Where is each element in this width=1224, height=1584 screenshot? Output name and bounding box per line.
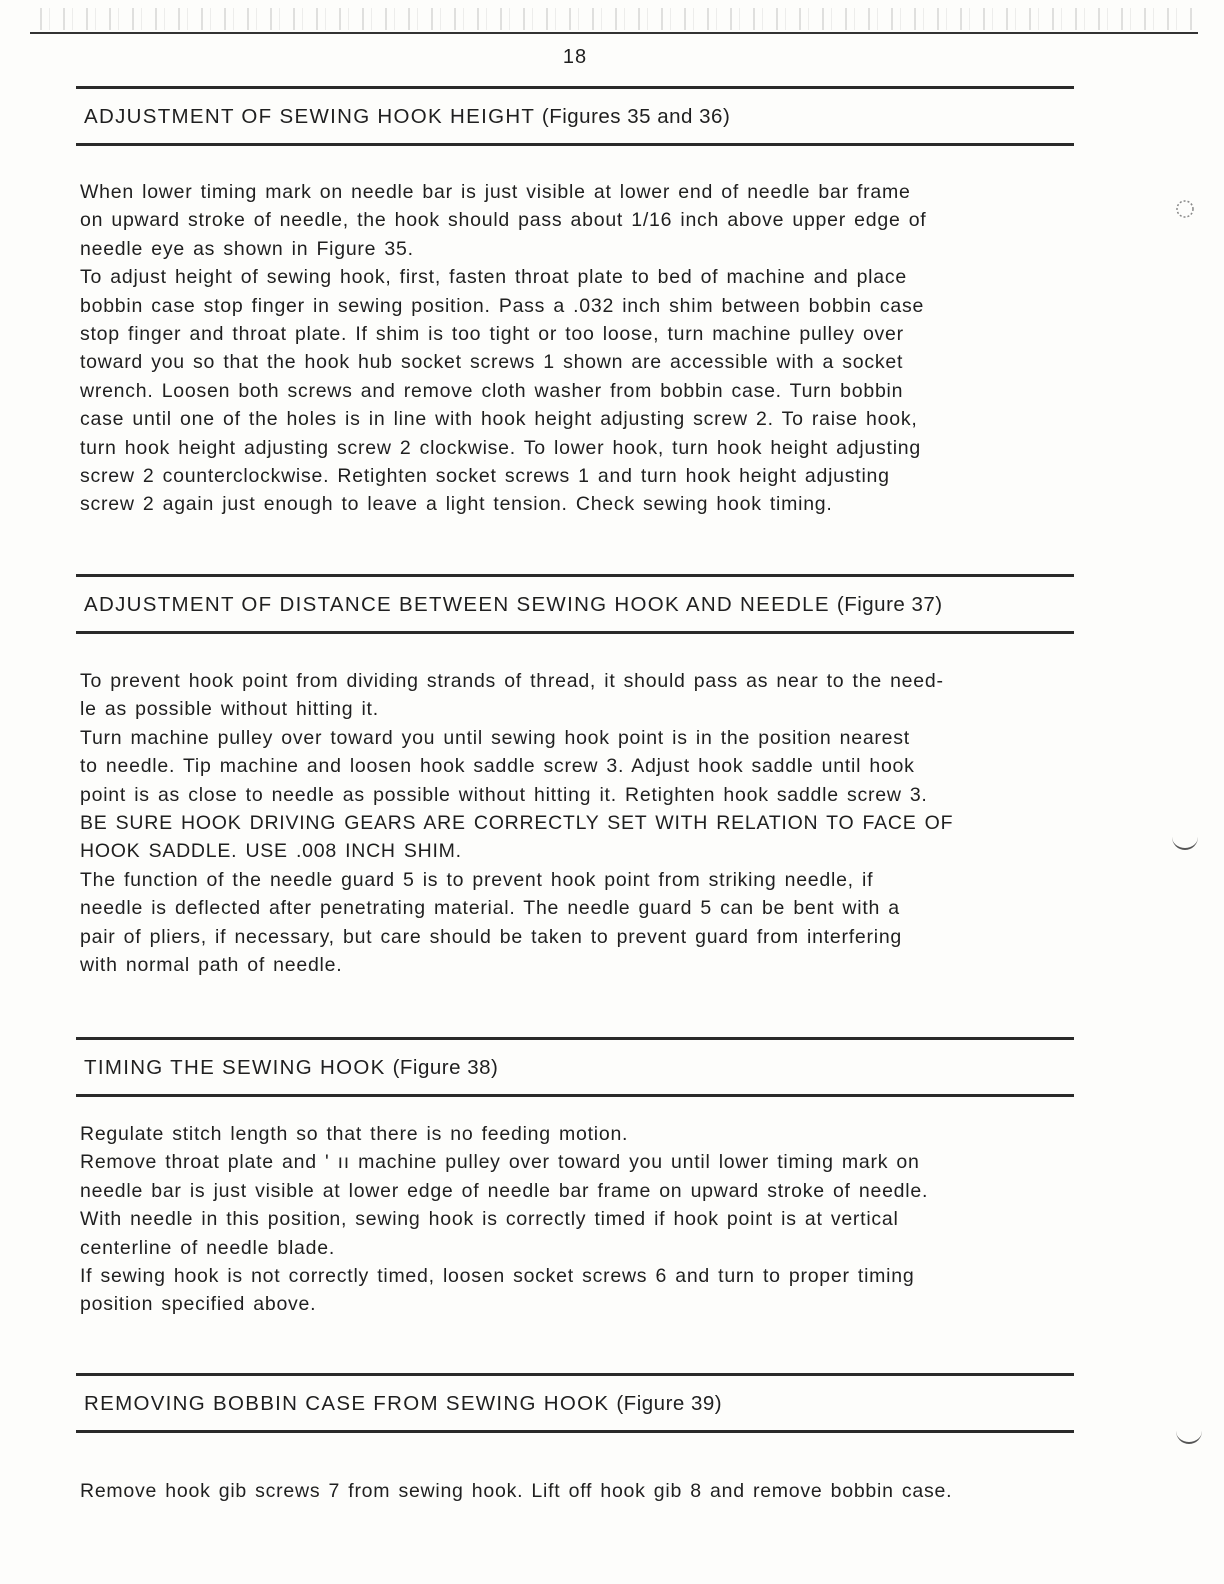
section-hook-needle-distance-body bbox=[80, 667, 1070, 979]
section-hook-height-header bbox=[76, 86, 1074, 146]
text-line: screw 2 again just enough to leave a light tension. Check sewing hook timing. bbox=[80, 493, 833, 516]
text-line: needle bar is just visible at lower edge of needle bar frame on upward stroke of needle. bbox=[80, 1179, 929, 1202]
section-heading bbox=[76, 89, 1074, 143]
section-bobbin-case-removal-body bbox=[80, 1477, 1070, 1505]
text-line: centerline of needle blade. bbox=[80, 1236, 336, 1259]
divider bbox=[76, 143, 1074, 146]
text-line: Remove hook gib screws 7 from sewing hook. Lift off hook gib 8 and remove bobbin case. bbox=[80, 1480, 953, 1502]
heading-text: ADJUSTMENT OF DISTANCE BETWEEN SEWING HOOK AND NEEDLE bbox=[84, 593, 830, 616]
text-line: on upward stroke of needle, the hook should pass about 1/16 inch above upper edge of bbox=[80, 209, 927, 232]
text-line: to needle. Tip machine and loosen hook saddle screw 3. Adjust hook saddle until hook bbox=[80, 755, 915, 778]
text-line: with normal path of needle. bbox=[80, 954, 343, 977]
text-line: Remove throat plate and ' ıı machine pulley over toward you until lower timing mark on bbox=[80, 1151, 920, 1174]
text-line: To adjust height of sewing hook, first, fasten throat plate to bed of machine and place bbox=[80, 266, 907, 289]
text-line: To prevent hook point from dividing strands of thread, it should pass as near to the need- bbox=[80, 670, 944, 692]
text-line: needle eye as shown in Figure 35. bbox=[80, 237, 414, 260]
section-hook-timing-header bbox=[76, 1037, 1074, 1097]
text-line: bobbin case stop finger in sewing position. Pass a .032 inch shim between bobbin case bbox=[80, 294, 925, 317]
heading-text: ADJUSTMENT OF SEWING HOOK HEIGHT bbox=[84, 105, 535, 128]
text-line: stop finger and throat plate. If shim is too tight or too loose, turn machine pulley over bbox=[80, 323, 904, 346]
section-bobbin-case-removal-header bbox=[76, 1373, 1074, 1433]
text-line: Turn machine pulley over toward you until sewing hook point is in the position nearest bbox=[80, 726, 910, 749]
section-hook-needle-distance-header bbox=[76, 574, 1074, 634]
text-line: If sewing hook is not correctly timed, loosen socket screws 6 and turn to proper timing bbox=[80, 1265, 915, 1288]
figure-reference: (Figures 35 and 36) bbox=[541, 105, 731, 128]
section-heading bbox=[76, 577, 1074, 631]
top-border bbox=[30, 32, 1198, 34]
section-hook-timing-body bbox=[80, 1120, 1070, 1319]
text-line: HOOK SADDLE. USE .008 INCH SHIM. bbox=[80, 840, 462, 863]
text-line: le as possible without hitting it. bbox=[80, 698, 379, 721]
heading-text: TIMING THE SEWING HOOK bbox=[84, 1056, 386, 1079]
figure-reference: (Figure 37) bbox=[836, 593, 943, 616]
scan-noise bbox=[40, 8, 1194, 30]
section-heading bbox=[76, 1376, 1074, 1430]
scan-speck-icon bbox=[1172, 196, 1198, 222]
text-line: position specified above. bbox=[80, 1293, 317, 1316]
text-line: case until one of the holes is in line with hook height adjusting screw 2. To raise hook, bbox=[80, 408, 918, 431]
heading-text: REMOVING BOBBIN CASE FROM SEWING HOOK bbox=[84, 1392, 610, 1415]
text-line: BE SURE HOOK DRIVING GEARS ARE CORRECTLY SET WITH RELATION TO FACE OF bbox=[80, 812, 954, 835]
binder-hole-mark bbox=[1176, 1428, 1202, 1444]
text-line: point is as close to needle as possible without hitting it. Retighten hook saddle screw 3. bbox=[80, 783, 928, 806]
text-line: The function of the needle guard 5 is to prevent hook point from striking needle, if bbox=[80, 868, 874, 891]
figure-reference: (Figure 39) bbox=[616, 1392, 723, 1415]
text-line: pair of pliers, if necessary, but care should be taken to prevent guard from interfering bbox=[80, 925, 903, 948]
text-line: screw 2 counterclockwise. Retighten socket screws 1 and turn hook height adjusting bbox=[80, 465, 890, 488]
binder-hole-mark bbox=[1172, 196, 1198, 222]
figure-reference: (Figure 38) bbox=[392, 1056, 499, 1079]
text-line: turn hook height adjusting screw 2 clockwise. To lower hook, turn hook height adjusting bbox=[80, 436, 921, 459]
text-line: When lower timing mark on needle bar is just visible at lower end of needle bar frame bbox=[80, 181, 911, 203]
section-hook-height-body bbox=[80, 178, 1070, 519]
divider bbox=[76, 1094, 1074, 1097]
binder-hole-mark bbox=[1172, 822, 1198, 850]
page-number: 18 bbox=[562, 46, 588, 68]
text-line: wrench. Loosen both screws and remove cloth washer from bobbin case. Turn bobbin bbox=[80, 379, 904, 402]
text-line: Regulate stitch length so that there is no feeding motion. bbox=[80, 1123, 629, 1145]
section-heading bbox=[76, 1040, 1074, 1094]
text-line: With needle in this position, sewing hook is correctly timed if hook point is at vertical bbox=[80, 1208, 899, 1231]
text-line: toward you so that the hook hub socket screws 1 shown are accessible with a socket bbox=[80, 351, 904, 374]
divider bbox=[76, 631, 1074, 634]
divider bbox=[76, 1430, 1074, 1433]
text-line: needle is deflected after penetrating material. The needle guard 5 can be bent with a bbox=[80, 897, 900, 920]
